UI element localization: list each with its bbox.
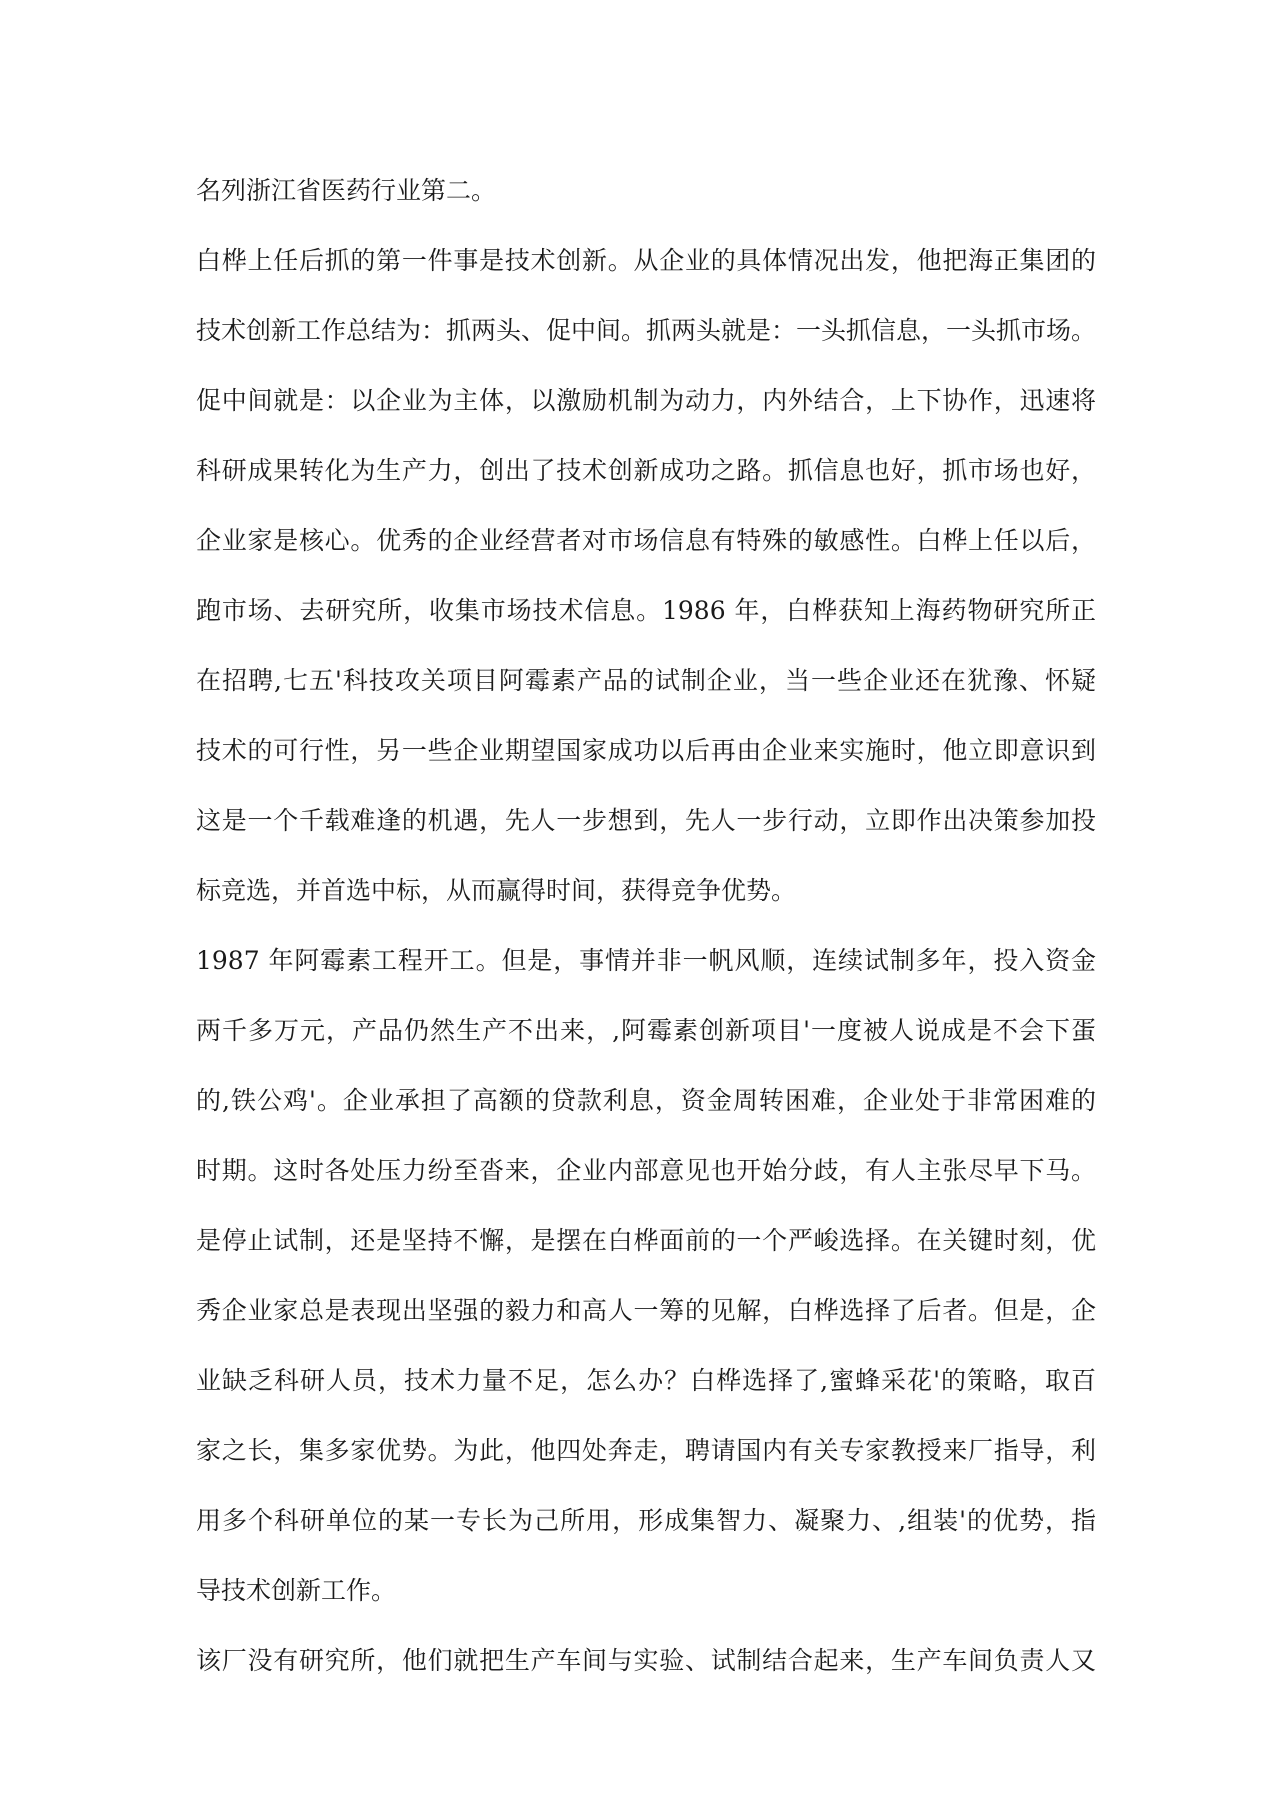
paragraph-3-line-7: 业缺乏科研人员，技术力量不足，怎么办？白桦选择了,蜜蜂采花'的策略，取百 <box>196 1366 1096 1395</box>
paragraph-2-line-10: 标竞选，并首选中标，从而赢得时间，获得竞争优势。 <box>196 876 797 905</box>
paragraph-3-line-3: 的,铁公鸡'。企业承担了高额的贷款利息，资金周转困难，企业处于非常困难的 <box>196 1086 1096 1115</box>
paragraph-3-line-9: 用多个科研单位的某一专长为己所用，形成集智力、凝聚力、,组装'的优势，指 <box>196 1506 1096 1535</box>
paragraph-3-line-8: 家之长，集多家优势。为此，他四处奔走，聘请国内有关专家教授来厂指导，利 <box>196 1436 1096 1465</box>
paragraph-3-line-5: 是停止试制，还是坚持不懈，是摆在白桦面前的一个严峻选择。在关键时刻，优 <box>196 1226 1096 1255</box>
paragraph-1-line-1: 名列浙江省医药行业第二。 <box>196 176 497 205</box>
paragraph-2-line-5: 企业家是核心。优秀的企业经营者对市场信息有特殊的敏感性。白桦上任以后， <box>196 526 1096 555</box>
paragraph-2-line-9: 这是一个千载难逢的机遇，先人一步想到，先人一步行动，立即作出决策参加投 <box>196 806 1096 835</box>
paragraph-2-line-8: 技术的可行性，另一些企业期望国家成功以后再由企业来实施时，他立即意识到 <box>196 736 1096 765</box>
paragraph-3-line-1: 1987 年阿霉素工程开工。但是，事情并非一帆风顺，连续试制多年，投入资金 <box>196 946 1096 975</box>
paragraph-3-line-6: 秀企业家总是表现出坚强的毅力和高人一筹的见解，白桦选择了后者。但是，企 <box>196 1296 1096 1325</box>
paragraph-2-line-7: 在招聘,七五'科技攻关项目阿霉素产品的试制企业，当一些企业还在犹豫、怀疑 <box>196 666 1096 695</box>
paragraph-2-line-2: 技术创新工作总结为：抓两头、促中间。抓两头就是：一头抓信息，一头抓市场。 <box>196 316 1096 345</box>
paragraph-3-line-4: 时期。这时各处压力纷至沓来，企业内部意见也开始分歧，有人主张尽早下马。 <box>196 1156 1096 1185</box>
paragraph-3-line-2: 两千多万元，产品仍然生产不出来，,阿霉素创新项目'一度被人说成是不会下蛋 <box>196 1016 1096 1045</box>
paragraph-2-line-1: 白桦上任后抓的第一件事是技术创新。从企业的具体情况出发，他把海正集团的 <box>196 246 1096 275</box>
paragraph-4-line-1: 该厂没有研究所，他们就把生产车间与实验、试制结合起来，生产车间负责人又 <box>196 1646 1096 1675</box>
paragraph-2-line-4: 科研成果转化为生产力，创出了技术创新成功之路。抓信息也好，抓市场也好， <box>196 456 1096 485</box>
paragraph-2-line-3: 促中间就是：以企业为主体，以激励机制为动力，内外结合，上下协作，迅速将 <box>196 386 1096 415</box>
paragraph-2-line-6: 跑市场、去研究所，收集市场技术信息。1986 年，白桦获知上海药物研究所正 <box>196 596 1096 625</box>
paragraph-3-line-10: 导技术创新工作。 <box>196 1576 397 1605</box>
